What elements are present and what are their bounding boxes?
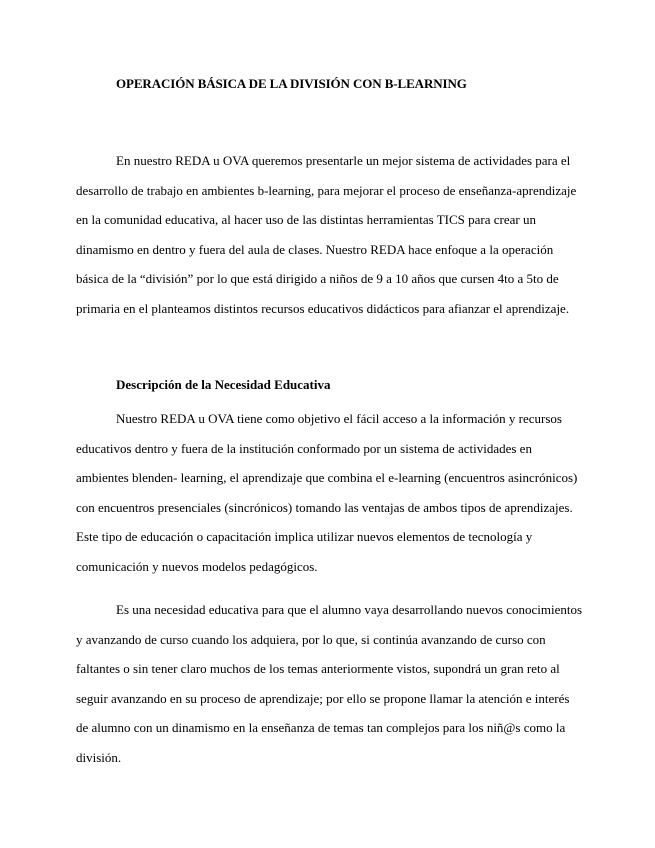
paragraph-line: primaria en el planteamos distintos recursos educativos didácticos para afianzar el aprendizaje. — [76, 300, 570, 316]
section-paragraph-2 — [76, 595, 583, 773]
intro-paragraph — [76, 146, 576, 324]
paragraph-line: Este tipo de educación o capacitación implica utilizar nuevos elementos de tecnología y — [76, 529, 533, 545]
paragraph-line: básica de la “división” por lo que está dirigido a niños de 9 a 10 años que cursen 4to a 5to de — [76, 271, 559, 287]
paragraph-line: seguir avanzando en su proceso de aprendizaje; por ello se propone llamar la atención e interés — [76, 690, 570, 706]
paragraph-line: dinamismo en dentro y fuera del aula de clases. Nuestro REDA hace enfoque a la operación — [76, 241, 554, 257]
document-title: OPERACIÓN BÁSICA DE LA DIVISIÓN CON B-LEARNING — [116, 76, 467, 91]
section-heading: Descripción de la Necesidad Educativa — [116, 377, 331, 392]
paragraph-line: Nuestro REDA u OVA tiene como objetivo el fácil acceso a la información y recursos — [116, 411, 562, 426]
paragraph-line: ambientes blenden- learning, el aprendizaje que combina el e-learning (encuentros asincrónicos) — [76, 470, 578, 486]
paragraph-line: educativos dentro y fuera de la institución conformado por un sistema de actividades en — [76, 440, 532, 456]
paragraph-line: faltantes o sin tener claro muchos de los temas anteriormente vistos, supondrá un gran reto al — [76, 661, 560, 677]
paragraph-line: En nuestro REDA u OVA queremos presentarle un mejor sistema de actividades para el — [116, 153, 571, 168]
paragraph-line: en la comunidad educativa, al hacer uso de las distintas herramientas TICS para crear un — [76, 212, 537, 228]
paragraph-line: y avanzando de curso cuando los adquiera, por lo que, si continúa avanzando de curso con — [76, 631, 546, 647]
paragraph-line: Es una necesidad educativa para que el alumno vaya desarrollando nuevos conocimientos — [116, 602, 583, 617]
paragraph-line: división. — [76, 749, 122, 765]
paragraph-line: de alumno con un dinamismo en la enseñanza de temas tan complejos para los niñ@s como la — [76, 720, 566, 736]
paragraph-line: comunicación y nuevos modelos pedagógicos. — [76, 558, 318, 574]
section-paragraph-1 — [76, 404, 576, 582]
paragraph-line: desarrollo de trabajo en ambientes b-learning, para mejorar el proceso de enseñanza-aprendizaje — [76, 182, 577, 198]
paragraph-line: con encuentros presenciales (sincrónicos) tomando las ventajas de ambos tipos de aprendizajes. — [76, 499, 573, 515]
